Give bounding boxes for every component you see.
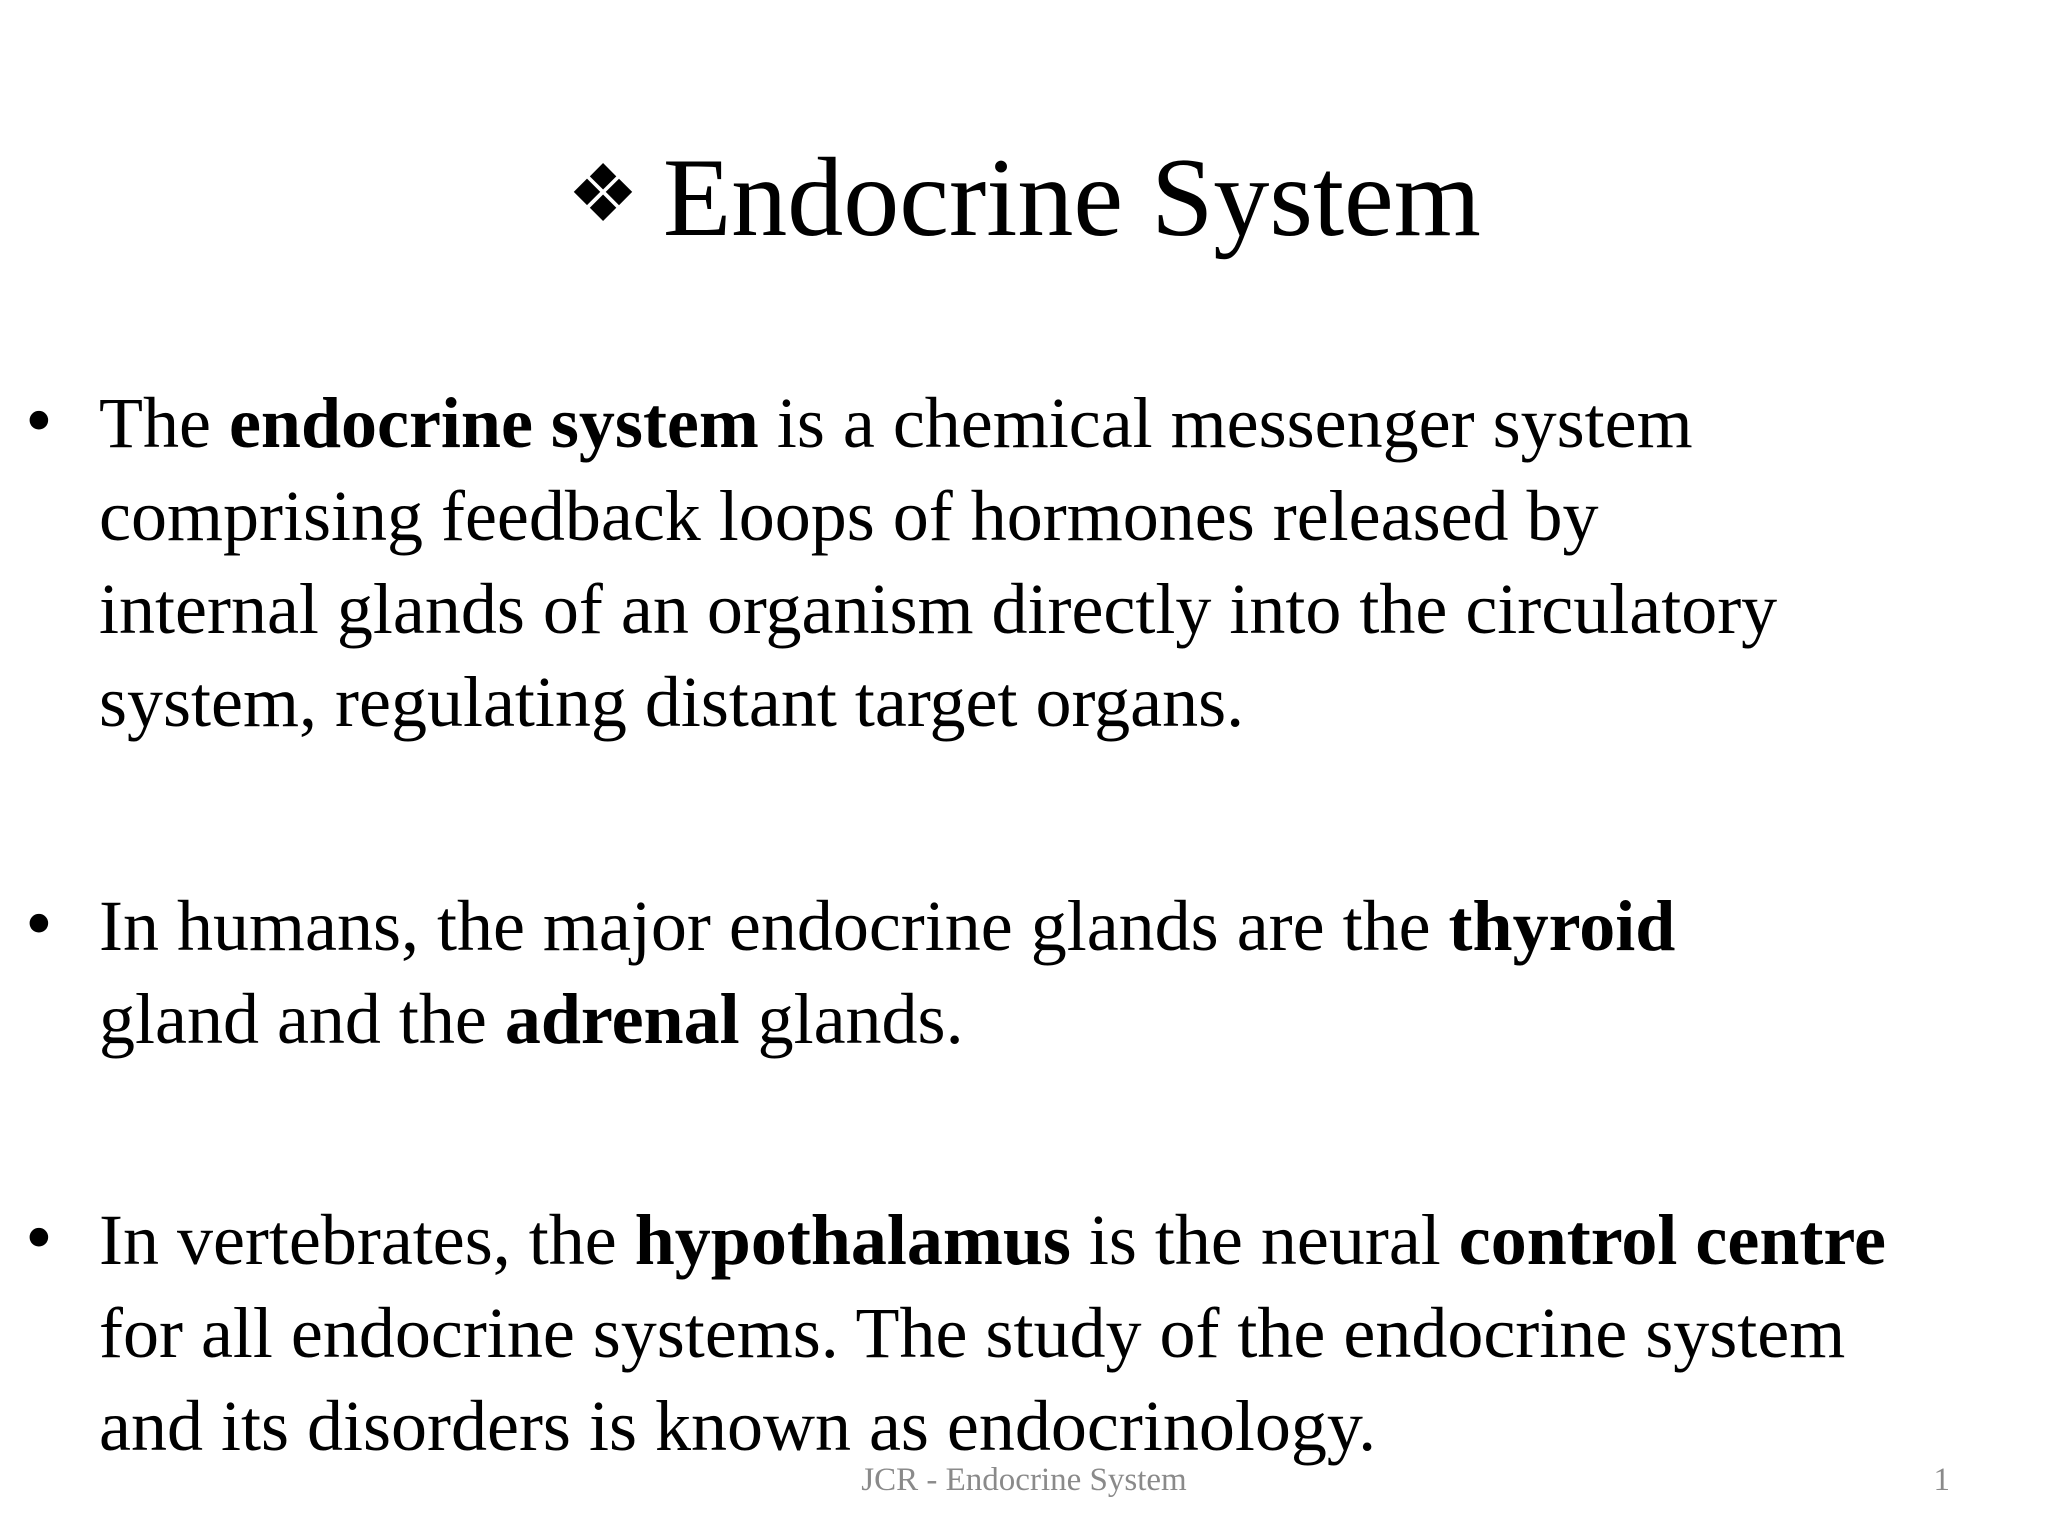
bullet-dot-icon: • (20, 889, 58, 963)
text-run: In vertebrates, the (99, 1200, 635, 1280)
bullet-line (99, 880, 2039, 973)
text-run: comprising feedback loops of hormones released by (99, 476, 1599, 556)
text-run: glands. (739, 979, 964, 1059)
bullet-text (99, 880, 2039, 1066)
text-run: and its disorders is known as endocrinology. (99, 1386, 1377, 1466)
bold-term: control centre (1458, 1200, 1886, 1280)
bold-term: endocrine system (228, 383, 759, 463)
bullet-line (99, 973, 2039, 1066)
bullet-line (99, 377, 2039, 470)
bullet-line (99, 1287, 2039, 1380)
text-run: is the neural (1070, 1200, 1459, 1280)
bullet-text (99, 377, 2039, 749)
slide-title-text: Endocrine System (662, 136, 1481, 260)
bullet-line (99, 563, 2039, 656)
text-run: In humans, the major endocrine glands are the (99, 886, 1449, 966)
bullet-line (99, 1194, 2039, 1287)
four-diamond-bullet-icon: ❖ (567, 151, 639, 239)
bold-term: hypothalamus (634, 1200, 1071, 1280)
bold-term: adrenal (504, 979, 740, 1059)
text-run: The (99, 383, 229, 463)
bullet-text (99, 1194, 2039, 1473)
slide-title (0, 130, 2048, 263)
bullet-line (99, 470, 2039, 563)
slide-footer: JCR - Endocrine System (861, 1462, 1187, 1498)
page-number: 1 (1933, 1462, 1950, 1498)
text-run: system, regulating distant target organs. (99, 662, 1245, 742)
text-run: is a chemical messenger system (758, 383, 1693, 463)
bullet-dot-icon: • (20, 1203, 58, 1277)
bullet-dot-icon: • (20, 386, 58, 460)
bullet-line (99, 656, 2039, 749)
text-run: for all endocrine systems. The study of the endocrine system (99, 1293, 1846, 1373)
text-run: gland and the (99, 979, 505, 1059)
bold-term: thyroid (1448, 886, 1676, 966)
text-run: internal glands of an organism directly into the circulatory (99, 569, 1778, 649)
